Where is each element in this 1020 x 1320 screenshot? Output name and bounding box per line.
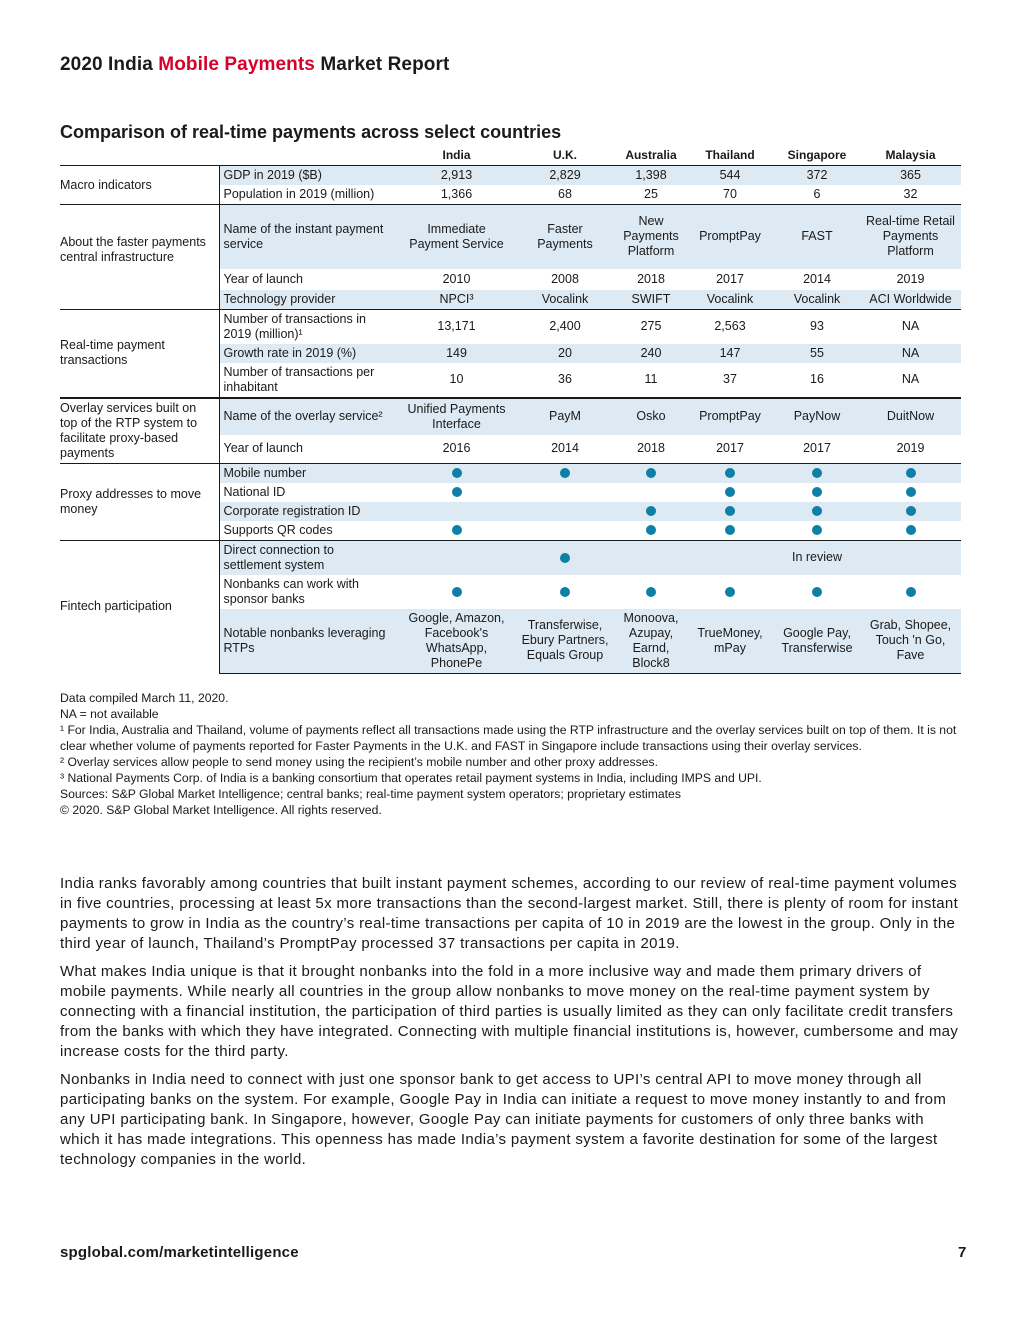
yes-dot (906, 506, 916, 516)
cell: NPCI³ (399, 290, 514, 310)
report-title-pre: 2020 India (60, 54, 159, 75)
page-number: 7 (958, 1244, 967, 1261)
comparison-table (60, 147, 961, 674)
cell: NA (901, 372, 920, 386)
col-uk: U.K. (553, 148, 577, 162)
cell: Faster Payments (514, 205, 616, 269)
cell: 2,913 (399, 166, 514, 186)
yes-dot (646, 506, 656, 516)
table-row (60, 205, 961, 269)
group-proxy-addresses: Proxy addresses to move money (60, 463, 219, 540)
cell: 2,563 (686, 309, 774, 344)
cell: 2008 (551, 271, 579, 286)
row-label: Number of transactions in 2019 (million)¹ (219, 309, 399, 344)
yes-dot (560, 553, 570, 563)
yes-dot (646, 587, 656, 597)
cell: ACI Worldwide (860, 290, 961, 310)
cell: 55 (774, 344, 860, 363)
row-label: GDP in 2019 ($B) (219, 166, 399, 186)
row-label: Notable nonbanks leveraging RTPs (219, 609, 399, 674)
yes-dot (812, 487, 822, 497)
group-faster-payments: About the faster payments central infrastructure (60, 205, 219, 310)
note-copyright: © 2020. S&P Global Market Intelligence. All rights reserved. (60, 803, 382, 817)
yes-dot (452, 468, 462, 478)
yes-dot (452, 487, 462, 497)
group-fintech-participation: Fintech participation (60, 540, 219, 673)
cell: Google, Amazon, Facebook's WhatsApp, PhonePe (399, 609, 514, 674)
yes-dot (452, 525, 462, 535)
cell: 2014 (551, 441, 579, 456)
cell: 2,400 (514, 309, 616, 344)
cell: 10 (449, 372, 464, 386)
col-australia: Australia (625, 148, 677, 162)
cell: 2017 (716, 271, 744, 286)
row-label: Number of transactions per inhabitant (223, 364, 375, 394)
yes-dot (812, 587, 822, 597)
row-label: Corporate registration ID (219, 502, 399, 521)
yes-dot (812, 506, 822, 516)
yes-dot (812, 525, 822, 535)
cell: New Payments Platform (616, 205, 686, 269)
cell: FAST (774, 205, 860, 269)
cell: NA (860, 344, 961, 363)
yes-dot (452, 587, 462, 597)
report-title-post: Market Report (314, 54, 450, 75)
yes-dot (906, 587, 916, 597)
row-label: Technology provider (219, 290, 399, 310)
cell: 16 (810, 372, 824, 386)
cell: 37 (723, 372, 737, 386)
cell: 372 (774, 166, 860, 186)
col-singapore: Singapore (787, 148, 847, 162)
row-label: Year of launch (223, 441, 303, 456)
cell: 2017 (803, 441, 831, 456)
cell: 2019 (896, 441, 925, 456)
cell: 32 (903, 187, 918, 201)
row-label: Population in 2019 (million) (223, 187, 375, 201)
table-row (60, 398, 961, 436)
footnote-3: ³ National Payments Corp. of India is a banking consortium that operates retail payment systems in India, including IMPS and UPI. (60, 771, 762, 785)
cell: 2014 (803, 271, 831, 286)
table-row (60, 463, 961, 483)
cell: 2016 (442, 441, 471, 456)
cell: 1,398 (616, 166, 686, 186)
table-notes (60, 690, 965, 818)
cell: 2010 (442, 271, 471, 286)
row-label: Supports QR codes (223, 522, 333, 537)
cell: 240 (616, 344, 686, 363)
cell: 2,829 (514, 166, 616, 186)
yes-dot (906, 487, 916, 497)
cell: 93 (774, 309, 860, 344)
cell: 2018 (637, 441, 665, 456)
body-text (60, 874, 965, 1178)
cell: Vocalink (514, 290, 616, 310)
table-row (60, 540, 961, 575)
cell: Immediate Payment Service (399, 205, 514, 269)
cell: 6 (813, 187, 821, 201)
table-row (60, 166, 961, 186)
row-label: Mobile number (219, 463, 399, 483)
group-overlay-services: Overlay services built on top of the RTP system to facilitate proxy-based payments (60, 398, 219, 464)
cell: 544 (686, 166, 774, 186)
note-compiled: Data compiled March 11, 2020. (60, 691, 229, 705)
cell: 2019 (896, 271, 925, 286)
cell: Real-time Retail Payments Platform (860, 205, 961, 269)
yes-dot (560, 468, 570, 478)
yes-dot (906, 525, 916, 535)
footer-url: spglobal.com/marketintelligence (60, 1244, 299, 1261)
row-label: Year of launch (223, 271, 303, 286)
footnote-1: ¹ For India, Australia and Thailand, volume of payments reflect all transactions made using the RTP infrastructure and the overlay services built on top of them. It is not clear whether volume of payments reported for Faster Payments in the U.K. and FAST in Singapore include transactions using their overlay services. (60, 723, 957, 753)
note-sources: Sources: S&P Global Market Intelligence; central banks; real-time payment system operators; proprietary estimates (60, 787, 681, 801)
cell: 2017 (716, 441, 744, 456)
yes-dot (646, 468, 656, 478)
cell: NA (860, 309, 961, 344)
row-label: National ID (223, 484, 286, 499)
col-malaysia: Malaysia (885, 148, 936, 162)
cell: PromptPay (686, 398, 774, 436)
group-rtp-transactions: Real-time payment transactions (60, 309, 219, 398)
yes-dot (725, 468, 735, 478)
cell: 149 (399, 344, 514, 363)
cell: Transferwise, Ebury Partners, Equals Group (514, 609, 616, 674)
cell: 70 (723, 187, 737, 201)
cell: TrueMoney, mPay (686, 609, 774, 674)
cell: Vocalink (774, 290, 860, 310)
yes-dot (646, 525, 656, 535)
table-row (60, 309, 961, 344)
cell: Vocalink (686, 290, 774, 310)
report-title (60, 54, 449, 76)
row-label: Nonbanks can work with sponsor banks (223, 576, 359, 606)
in-review-note: In review (774, 540, 860, 575)
row-label: Name of the overlay service² (219, 398, 399, 436)
cell: 36 (558, 372, 572, 386)
group-macro: Macro indicators (60, 166, 219, 205)
cell: 147 (686, 344, 774, 363)
yes-dot (812, 468, 822, 478)
cell: PayNow (774, 398, 860, 436)
cell: 275 (616, 309, 686, 344)
cell: 1,366 (440, 187, 473, 201)
cell: 13,171 (399, 309, 514, 344)
yes-dot (725, 587, 735, 597)
cell: 25 (644, 187, 658, 201)
note-na: NA = not available (60, 707, 159, 721)
col-thailand: Thailand (705, 148, 755, 162)
cell: 365 (860, 166, 961, 186)
col-india: India (442, 148, 471, 162)
cell: SWIFT (616, 290, 686, 310)
cell: Osko (616, 398, 686, 436)
report-title-accent: Mobile Payments (158, 54, 315, 75)
cell: Google Pay, Transferwise (774, 609, 860, 674)
cell: Monoova, Azupay, Earnd, Block8 (616, 609, 686, 674)
cell: DuitNow (860, 398, 961, 436)
row-label: Name of the instant payment service (219, 205, 399, 269)
yes-dot (560, 587, 570, 597)
table-header-row (60, 147, 961, 166)
yes-dot (725, 487, 735, 497)
yes-dot (906, 468, 916, 478)
row-label: Direct connection to settlement system (219, 540, 399, 575)
paragraph: India ranks favorably among countries that built instant payment schemes, according to our review of real-time payment volumes in five countries, processing at least 5x more transactions than the second-largest market. Still, there is plenty of room for instant payments to grow in India as the country’s real-time transactions per capita of 10 in 2019 are the lowest in the group. Only in the third year of launch, Thailand’s PromptPay processed 37 transactions per capita in 2019. (60, 875, 959, 952)
paragraph: What makes India unique is that it brought nonbanks into the fold in a more inclusive way and made them primary drivers of mobile payments. While nearly all countries in the group allow nonbanks to move money on the real-time payment system by connecting with a financial institution, the participation of third parties is usually limited as they can only facilitate credit transfers from the banks with which they have integrated. Connecting with multiple financial institutions is, however, cumbersome and may increase costs for the third party. (60, 963, 959, 1060)
cell: Unified Payments Interface (399, 398, 514, 436)
yes-dot (725, 506, 735, 516)
cell: PayM (514, 398, 616, 436)
row-label: Growth rate in 2019 (%) (219, 344, 399, 363)
yes-dot (725, 525, 735, 535)
cell: 11 (644, 372, 658, 386)
cell: PromptPay (686, 205, 774, 269)
table-title: Comparison of real-time payments across select countries (60, 122, 562, 142)
footnote-2: ² Overlay services allow people to send money using the recipient’s mobile number and other proxy addresses. (60, 755, 658, 769)
paragraph: Nonbanks in India need to connect with just one sponsor bank to get access to UPI’s central API to move money through all participating banks on the system. For example, Google Pay in India can initiate a request to move money instantly to and from any UPI participating bank. In Singapore, however, Google Pay can initiate payments for customers of only three banks with which it has made integrations. This openness has made India’s payment system a favorite destination for some of the largest technology companies in the world. (60, 1071, 947, 1168)
cell: 20 (514, 344, 616, 363)
cell: 2018 (637, 271, 665, 286)
cell: 68 (558, 187, 572, 201)
cell: Grab, Shopee, Touch 'n Go, Fave (860, 609, 961, 674)
